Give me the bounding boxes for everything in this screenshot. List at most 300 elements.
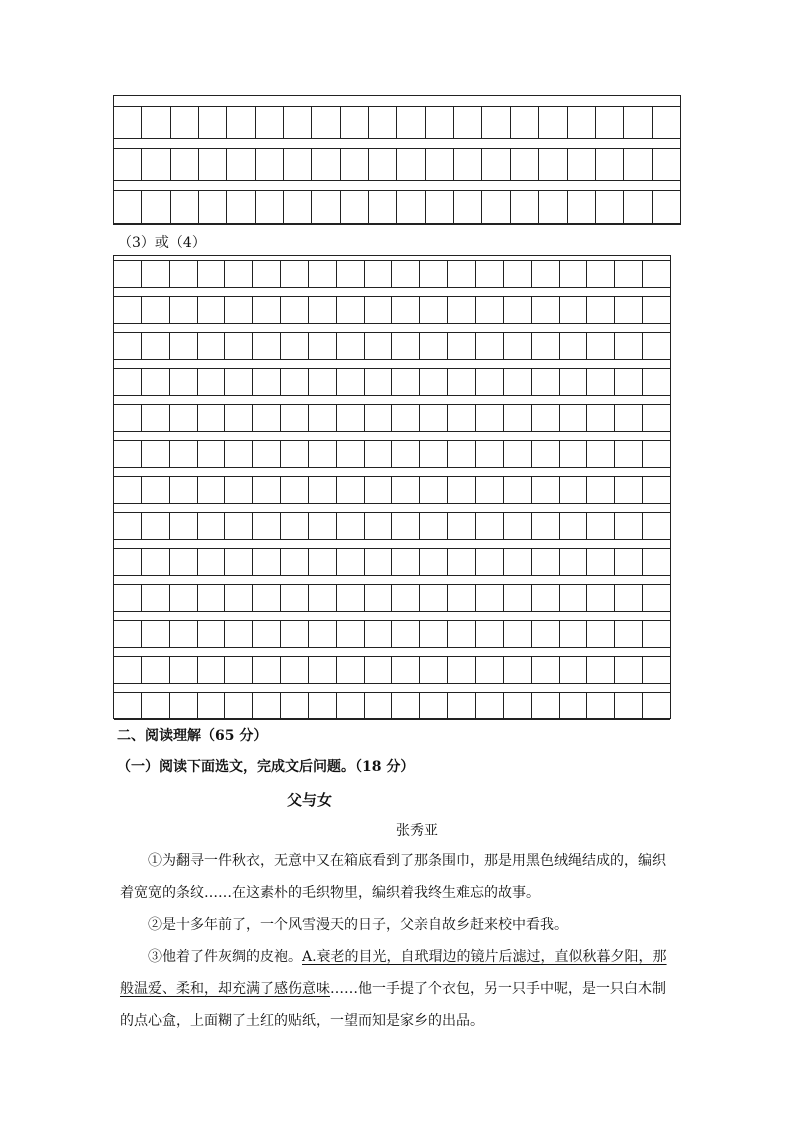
grid-cell <box>365 477 393 503</box>
grid-cell <box>454 149 482 180</box>
grid-cell <box>476 621 504 647</box>
grid-cell <box>504 549 532 575</box>
grid-cell <box>170 621 198 647</box>
grid-cell <box>560 657 588 683</box>
grid-cell <box>369 107 397 138</box>
grid-cell <box>281 441 309 467</box>
article-title: 父与女 <box>287 791 333 809</box>
grid-cell <box>476 657 504 683</box>
grid-cell <box>142 693 170 719</box>
grid-cell <box>253 333 281 359</box>
grid-cell <box>114 333 142 359</box>
article-author: 张秀亚 <box>396 823 438 839</box>
grid-cell <box>253 657 281 683</box>
grid-cell <box>560 405 588 431</box>
grid-cell <box>365 513 393 539</box>
grid-cell <box>253 405 281 431</box>
grid-cell <box>369 191 397 223</box>
grid-cell <box>170 369 198 395</box>
grid-cell <box>560 261 588 287</box>
grid-cell <box>615 369 643 395</box>
grid-cell <box>420 693 448 719</box>
grid-cell <box>225 477 253 503</box>
grid-cell <box>337 369 365 395</box>
grid-cell <box>337 549 365 575</box>
writing-grid-bottom <box>113 255 671 719</box>
grid-cell <box>198 621 226 647</box>
grid-row <box>114 656 670 684</box>
grid-cell <box>225 333 253 359</box>
grid-cell <box>560 585 588 611</box>
grid-cell <box>511 149 539 180</box>
grid-cell <box>504 513 532 539</box>
grid-cell <box>560 549 588 575</box>
grid-cell <box>337 477 365 503</box>
grid-cell <box>198 477 226 503</box>
grid-cell <box>643 657 670 683</box>
grid-cell <box>253 369 281 395</box>
grid-row <box>114 368 670 396</box>
grid-cell <box>476 513 504 539</box>
grid-cell <box>281 405 309 431</box>
grid-cell <box>420 513 448 539</box>
grid-cell <box>454 107 482 138</box>
grid-cell <box>312 149 340 180</box>
grid-row <box>114 440 670 468</box>
grid-cell <box>532 297 560 323</box>
grid-cell <box>392 657 420 683</box>
grid-cell <box>170 585 198 611</box>
grid-cell <box>227 149 255 180</box>
grid-cell <box>171 191 199 223</box>
grid-cell <box>615 585 643 611</box>
grid-cell <box>227 191 255 223</box>
grid-cell <box>420 405 448 431</box>
grid-cell <box>624 149 652 180</box>
grid-cell <box>337 333 365 359</box>
grid-cell <box>511 107 539 138</box>
grid-cell <box>587 513 615 539</box>
grid-cell <box>624 107 652 138</box>
grid-cell <box>225 621 253 647</box>
grid-row <box>114 148 680 181</box>
grid-cell <box>281 549 309 575</box>
grid-cell <box>170 297 198 323</box>
grid-cell <box>170 441 198 467</box>
grid-cell <box>365 369 393 395</box>
grid-cell <box>142 585 170 611</box>
grid-cell <box>199 149 227 180</box>
grid-cell <box>198 297 226 323</box>
grid-cell <box>337 405 365 431</box>
grid-cell <box>170 405 198 431</box>
grid-cell <box>397 107 425 138</box>
grid-cell <box>426 107 454 138</box>
grid-cell <box>420 585 448 611</box>
grid-cell <box>426 149 454 180</box>
grid-cell <box>448 261 476 287</box>
grid-cell <box>568 149 596 180</box>
grid-cell <box>142 405 170 431</box>
grid-cell <box>653 149 680 180</box>
grid-cell <box>532 513 560 539</box>
grid-cell <box>170 261 198 287</box>
grid-cell <box>653 191 680 223</box>
grid-cell <box>114 107 142 138</box>
grid-cell <box>281 369 309 395</box>
grid-cell <box>476 333 504 359</box>
grid-cell <box>448 693 476 719</box>
grid-cell <box>476 693 504 719</box>
grid-cell <box>253 513 281 539</box>
grid-cell <box>225 441 253 467</box>
grid-cell <box>337 513 365 539</box>
grid-cell <box>171 107 199 138</box>
grid-cell <box>420 369 448 395</box>
grid-cell <box>309 405 337 431</box>
grid-cell <box>284 107 312 138</box>
grid-cell <box>392 693 420 719</box>
grid-cell <box>309 621 337 647</box>
grid-cell <box>587 657 615 683</box>
grid-cell <box>643 621 670 647</box>
grid-cell <box>482 191 510 223</box>
grid-cell <box>392 405 420 431</box>
grid-cell <box>309 441 337 467</box>
grid-cell <box>615 621 643 647</box>
grid-cell <box>114 441 142 467</box>
grid-cell <box>476 297 504 323</box>
grid-cell <box>476 405 504 431</box>
grid-cell <box>532 621 560 647</box>
grid-cell <box>426 191 454 223</box>
grid-cell <box>309 585 337 611</box>
grid-cell <box>309 657 337 683</box>
grid-cell <box>309 513 337 539</box>
grid-cell <box>142 107 170 138</box>
grid-cell <box>420 657 448 683</box>
paragraph-3 <box>120 941 676 1037</box>
grid-cell <box>504 441 532 467</box>
grid-cell <box>420 261 448 287</box>
grid-cell <box>420 549 448 575</box>
grid-cell <box>560 369 588 395</box>
grid-cell <box>476 585 504 611</box>
grid-cell <box>341 107 369 138</box>
grid-cell <box>170 477 198 503</box>
grid-cell <box>448 585 476 611</box>
grid-cell <box>281 477 309 503</box>
grid-cell <box>448 333 476 359</box>
grid-cell <box>365 405 393 431</box>
grid-cell <box>225 297 253 323</box>
grid-cell <box>587 621 615 647</box>
grid-cell <box>227 107 255 138</box>
paragraph-2: ②是十多年前了，一个风雪漫天的日子，父亲自故乡赶来校中看我。 <box>148 917 568 933</box>
grid-cell <box>142 333 170 359</box>
grid-cell <box>643 549 670 575</box>
grid-cell <box>253 549 281 575</box>
grid-cell <box>170 693 198 719</box>
grid-cell <box>309 693 337 719</box>
grid-cell <box>225 369 253 395</box>
grid-cell <box>170 657 198 683</box>
grid-cell <box>198 693 226 719</box>
grid-row <box>114 404 670 432</box>
grid-cell <box>253 261 281 287</box>
grid-cell <box>504 333 532 359</box>
grid-cell <box>587 369 615 395</box>
grid-cell <box>170 333 198 359</box>
grid-cell <box>337 441 365 467</box>
grid-cell <box>615 405 643 431</box>
grid-cell <box>284 149 312 180</box>
grid-cell <box>170 549 198 575</box>
grid-cell <box>615 693 643 719</box>
grid-cell <box>643 693 670 719</box>
grid-cell <box>198 441 226 467</box>
grid-cell <box>532 405 560 431</box>
grid-cell <box>225 405 253 431</box>
grid-cell <box>253 477 281 503</box>
grid-cell <box>504 585 532 611</box>
grid-cell <box>397 149 425 180</box>
grid-cell <box>309 477 337 503</box>
grid-cell <box>309 369 337 395</box>
grid-cell <box>476 369 504 395</box>
grid-cell <box>448 621 476 647</box>
grid-cell <box>198 549 226 575</box>
grid-row <box>114 332 670 360</box>
grid-cell <box>114 477 142 503</box>
grid-cell <box>142 369 170 395</box>
paragraph-3-rest: ……他一手提了个衣包，另一只手中呢，是一只白木制的点心盒，上面糊了土红的贴纸，一望而知是家乡的出品。 <box>120 981 666 1029</box>
grid-cell <box>114 261 142 287</box>
grid-cell <box>253 693 281 719</box>
grid-cell <box>198 513 226 539</box>
grid-cell <box>615 657 643 683</box>
grid-cell <box>114 549 142 575</box>
grid-cell <box>142 513 170 539</box>
grid-cell <box>392 441 420 467</box>
grid-cell <box>142 261 170 287</box>
grid-cell <box>225 513 253 539</box>
grid-cell <box>337 585 365 611</box>
grid-cell <box>365 333 393 359</box>
grid-cell <box>284 191 312 223</box>
grid-cell <box>615 549 643 575</box>
grid-cell <box>560 297 588 323</box>
grid-cell <box>253 621 281 647</box>
grid-cell <box>170 513 198 539</box>
grid-cell <box>643 585 670 611</box>
grid-cell <box>142 149 170 180</box>
grid-row <box>114 260 670 288</box>
grid-cell <box>587 693 615 719</box>
grid-cell <box>142 441 170 467</box>
grid-cell <box>337 261 365 287</box>
grid-cell <box>454 191 482 223</box>
grid-cell <box>615 513 643 539</box>
grid-cell <box>482 149 510 180</box>
grid-cell <box>281 513 309 539</box>
grid-cell <box>615 261 643 287</box>
option-label: （3）或（4） <box>118 235 206 251</box>
grid-cell <box>114 191 142 223</box>
grid-cell <box>225 549 253 575</box>
grid-cell <box>587 477 615 503</box>
grid-cell <box>309 333 337 359</box>
grid-cell <box>560 441 588 467</box>
grid-cell <box>114 621 142 647</box>
grid-cell <box>448 657 476 683</box>
grid-cell <box>448 477 476 503</box>
grid-cell <box>256 149 284 180</box>
grid-cell <box>365 585 393 611</box>
grid-cell <box>643 513 670 539</box>
grid-cell <box>596 107 624 138</box>
grid-cell <box>114 513 142 539</box>
grid-cell <box>568 191 596 223</box>
grid-cell <box>560 333 588 359</box>
grid-cell <box>587 297 615 323</box>
grid-cell <box>596 149 624 180</box>
grid-cell <box>615 477 643 503</box>
grid-cell <box>337 693 365 719</box>
grid-cell <box>587 261 615 287</box>
grid-cell <box>560 513 588 539</box>
grid-cell <box>448 549 476 575</box>
grid-row <box>114 620 670 648</box>
grid-cell <box>253 585 281 611</box>
grid-cell <box>369 149 397 180</box>
grid-cell <box>392 477 420 503</box>
grid-cell <box>392 549 420 575</box>
grid-cell <box>198 585 226 611</box>
grid-cell <box>532 261 560 287</box>
grid-cell <box>420 621 448 647</box>
article-body <box>120 845 676 1037</box>
grid-cell <box>142 621 170 647</box>
grid-cell <box>392 621 420 647</box>
grid-cell <box>587 405 615 431</box>
grid-cell <box>420 297 448 323</box>
grid-cell <box>225 585 253 611</box>
grid-row <box>114 296 670 324</box>
grid-cell <box>476 261 504 287</box>
grid-cell <box>420 333 448 359</box>
grid-cell <box>482 107 510 138</box>
underlined-sentence-a: A.衰老的目光，自玳瑁边的镜片后滤过，直似秋暮夕阳，那般温爱、柔和，却充满了感伤意味 <box>120 949 667 997</box>
grid-cell <box>532 333 560 359</box>
grid-cell <box>504 405 532 431</box>
grid-cell <box>532 477 560 503</box>
grid-cell <box>532 693 560 719</box>
writing-grid-top <box>113 95 681 225</box>
grid-cell <box>341 149 369 180</box>
grid-cell <box>281 261 309 287</box>
grid-cell <box>114 657 142 683</box>
grid-cell <box>198 261 226 287</box>
grid-cell <box>532 369 560 395</box>
grid-cell <box>142 477 170 503</box>
grid-cell <box>504 297 532 323</box>
grid-row <box>114 692 670 720</box>
grid-cell <box>643 333 670 359</box>
grid-cell <box>281 621 309 647</box>
grid-cell <box>615 333 643 359</box>
grid-cell <box>476 477 504 503</box>
grid-cell <box>337 621 365 647</box>
grid-cell <box>643 369 670 395</box>
grid-cell <box>420 477 448 503</box>
grid-row <box>114 190 680 224</box>
grid-cell <box>615 297 643 323</box>
grid-cell <box>504 369 532 395</box>
grid-cell <box>643 297 670 323</box>
grid-cell <box>511 191 539 223</box>
grid-cell <box>198 369 226 395</box>
grid-cell <box>309 297 337 323</box>
grid-cell <box>281 333 309 359</box>
grid-cell <box>539 149 567 180</box>
grid-cell <box>392 513 420 539</box>
grid-cell <box>476 549 504 575</box>
grid-cell <box>198 405 226 431</box>
grid-cell <box>281 693 309 719</box>
grid-cell <box>596 191 624 223</box>
grid-cell <box>539 107 567 138</box>
grid-cell <box>643 441 670 467</box>
grid-cell <box>365 657 393 683</box>
grid-cell <box>397 191 425 223</box>
grid-cell <box>225 693 253 719</box>
subsection-heading: （一）阅读下面选文，完成文后问题。（18 分） <box>117 759 415 775</box>
grid-cell <box>253 441 281 467</box>
grid-cell <box>198 333 226 359</box>
grid-cell <box>539 191 567 223</box>
grid-cell <box>624 191 652 223</box>
grid-cell <box>309 549 337 575</box>
grid-cell <box>337 657 365 683</box>
grid-cell <box>142 549 170 575</box>
grid-cell <box>560 693 588 719</box>
paragraph-3-lead: ③他着了件灰绸的皮袍。 <box>148 949 302 965</box>
grid-cell <box>532 585 560 611</box>
grid-cell <box>587 585 615 611</box>
grid-row <box>114 584 670 612</box>
grid-cell <box>392 333 420 359</box>
grid-cell <box>532 549 560 575</box>
grid-cell <box>365 261 393 287</box>
grid-cell <box>365 621 393 647</box>
grid-cell <box>448 441 476 467</box>
grid-cell <box>504 693 532 719</box>
grid-cell <box>341 191 369 223</box>
grid-cell <box>199 191 227 223</box>
grid-cell <box>365 549 393 575</box>
grid-cell <box>504 477 532 503</box>
grid-cell <box>114 297 142 323</box>
grid-cell <box>653 107 680 138</box>
grid-cell <box>560 621 588 647</box>
grid-cell <box>114 693 142 719</box>
grid-cell <box>114 369 142 395</box>
grid-cell <box>476 441 504 467</box>
grid-cell <box>504 657 532 683</box>
grid-cell <box>448 369 476 395</box>
grid-row <box>114 548 670 576</box>
